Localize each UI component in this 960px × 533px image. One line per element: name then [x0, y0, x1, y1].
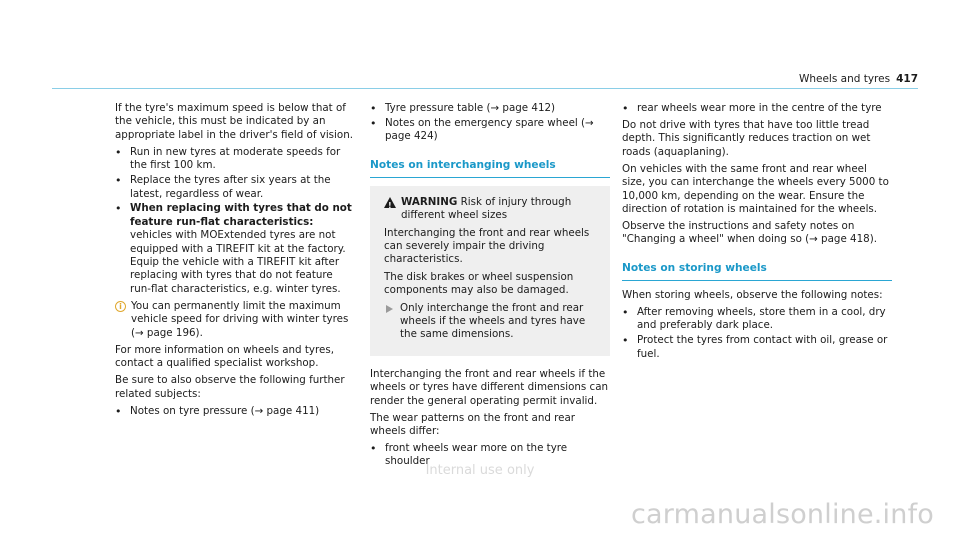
body-text: The wear patterns on the front and rear wheels differ: — [370, 411, 576, 437]
site-watermark: carmanualsonline.info — [631, 499, 934, 530]
related-list — [115, 405, 355, 418]
watermark: Internal use only — [425, 463, 535, 478]
section-title: Notes on interchanging wheels — [370, 159, 556, 172]
list-item: • Tyre pressure table (→ page 412) — [370, 102, 610, 115]
related-text: Be sure to also observe the following further related subjects: — [115, 374, 345, 400]
column-left — [115, 102, 355, 422]
body-text: On vehicles with the same front and rear wheel size, you can interchange the wheels every 5000 to 10,000 km, depending on the wear. Ensure the direction of rotation is maintained for the wheels. — [622, 162, 889, 216]
warning-heading — [384, 196, 596, 223]
page-number: 417 — [896, 73, 918, 85]
list-item: • Protect the tyres from contact with oil, grease or fuel. — [622, 334, 892, 361]
header-title: Wheels and tyres — [798, 73, 891, 85]
list-item — [115, 202, 355, 296]
body-text: Observe the instructions and safety notes on "Changing a wheel" when doing so (→ page 418). — [622, 220, 877, 246]
step-text: Only interchange the front and rear wheels if the wheels and tyres have the same dimensions. — [400, 301, 586, 341]
note-text: You can permanently limit the maximum vehicle speed for driving with winter tyres (→ page 196). — [131, 299, 349, 339]
warning-box — [370, 186, 610, 356]
column-right — [622, 102, 892, 365]
section-divider — [622, 280, 892, 281]
body-text: Do not drive with tyres that have too little tread depth. This significantly reduces traction on wet roads (aquaplaning). — [622, 119, 871, 158]
list-item: • front wheels wear more on the tyre shoulder — [370, 442, 610, 469]
list-item: • rear wheels wear more in the centre of the tyre — [622, 102, 892, 115]
intro-text: If the tyre's maximum speed is below that of the vehicle, this must be indicated by an appropriate label in the driver's field of vision. — [115, 102, 354, 141]
section-divider — [370, 177, 610, 178]
section-title: Notes on storing wheels — [622, 262, 767, 275]
info-icon: i — [115, 301, 126, 312]
wear-list-cont — [622, 102, 892, 115]
warning-text: Interchanging the front and rear wheels can severely impair the driving characteristics. — [384, 226, 590, 266]
header-divider — [52, 88, 918, 89]
page-header — [799, 73, 918, 85]
storage-list — [622, 306, 892, 361]
list-item-text: vehicles with MOExtended tyres are not equipped with a TIREFIT kit at the factory. Equip the vehicle with a TIREFIT kit after replacing with tyres that do not feature run-flat characteristics, e.g. winter tyres. — [130, 229, 346, 295]
list-item: • Notes on tyre pressure (→ page 411) — [115, 405, 355, 418]
warning-step — [384, 302, 596, 342]
list-item: • Replace the tyres after six years at the latest, regardless of wear. — [115, 174, 355, 201]
list-item: • Notes on the emergency spare wheel (→ page 424) — [370, 117, 610, 144]
info-note — [115, 300, 355, 340]
warning-text: The disk brakes or wheel suspension components may also be damaged. — [384, 270, 574, 297]
list-item: • After removing wheels, store them in a cool, dry and preferably dark place. — [622, 306, 892, 333]
warning-head-text: Risk of injury through different wheel sizes — [401, 195, 572, 222]
warning-triangle-icon — [384, 197, 396, 208]
tips-list — [115, 146, 355, 296]
list-item: • Run in new tyres at moderate speeds for the first 100 km. — [115, 146, 355, 173]
body-text: Interchanging the front and rear wheels if the wheels or tyres have different dimensions can render the general operating permit invalid. — [370, 367, 609, 407]
step-arrow-icon — [386, 305, 393, 313]
warning-label: WARNING — [401, 195, 458, 208]
more-info-text: For more information on wheels and tyres, contact a qualified specialist workshop. — [115, 343, 334, 370]
bold-lead: When replacing with tyres that do not feature run-flat characteristics: — [130, 202, 352, 228]
column-middle — [370, 102, 610, 472]
body-text: When storing wheels, observe the following notes: — [622, 288, 883, 301]
related-list-cont — [370, 102, 610, 144]
